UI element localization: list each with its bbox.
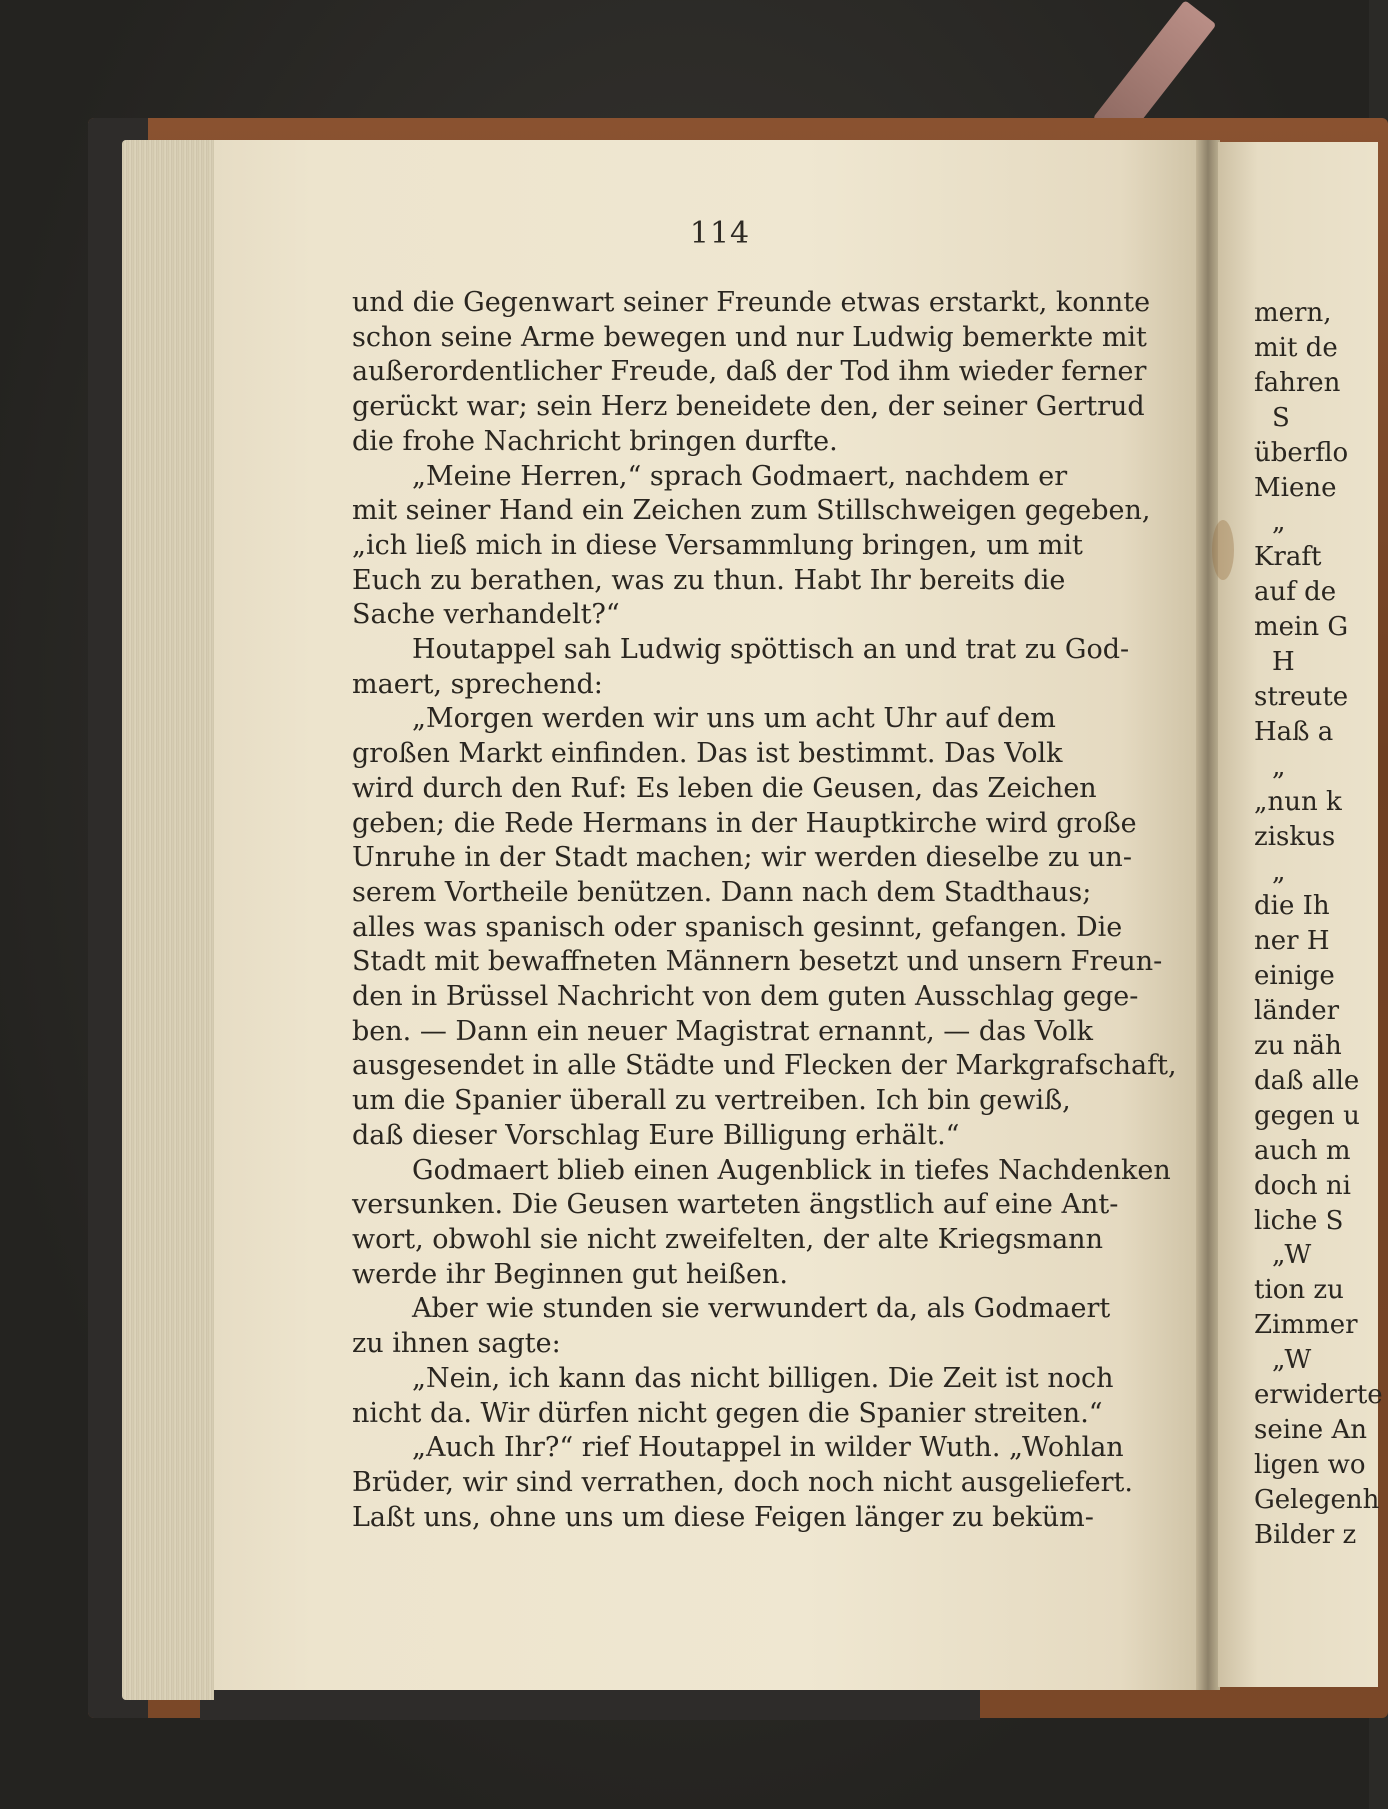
text-line: mit de <box>1254 332 1338 363</box>
text-line: Godmaert blieb einen Augenblick in tiefes Nachdenken <box>412 1154 1171 1186</box>
text-line: zu näh <box>1254 1031 1342 1062</box>
page-number: 114 <box>689 216 751 251</box>
text-line: Haß a <box>1254 716 1334 747</box>
text-line: ner H <box>1254 926 1330 957</box>
text-line: ben. — Dann ein neuer Magistrat ernannt, — das Volk <box>352 1015 1093 1047</box>
text-line: „ <box>1272 751 1286 782</box>
text-line: Euch zu berathen, was zu thun. Habt Ihr bereits die <box>352 564 1066 596</box>
text-line: „ <box>1272 507 1286 538</box>
text-line: Aber wie stunden sie verwundert da, als Godmaert <box>412 1293 1111 1325</box>
text-line: erwiderte <box>1254 1380 1383 1411</box>
text-line: schon seine Arme bewegen und nur Ludwig bemerkte mit <box>352 321 1147 353</box>
text-line: „Meine Herren,“ sprach Godmaert, nachdem er <box>412 460 1068 492</box>
text-line: „Nein, ich kann das nicht billigen. Die Zeit ist noch <box>412 1362 1114 1394</box>
text-line: Miene <box>1254 472 1337 503</box>
text-line: nicht da. Wir dürfen nicht gegen die Spanier streiten.“ <box>352 1397 1103 1429</box>
text-line: „Morgen werden wir uns um acht Uhr auf dem <box>412 703 1056 735</box>
text-line: länder <box>1254 996 1340 1027</box>
text-line: serem Vortheile benützen. Dann nach dem Stadthaus; <box>352 876 1092 908</box>
text-line: wort, obwohl sie nicht zweifelten, der alte Kriegsmann <box>352 1223 1103 1255</box>
book-gutter <box>1196 140 1220 1690</box>
text-line: mern, <box>1254 298 1332 328</box>
text-line: außerordentlicher Freude, daß der Tod ihm wieder ferner <box>352 356 1147 388</box>
text-line: großen Markt einfinden. Das ist bestimmt. Das Volk <box>352 738 1063 770</box>
text-line: Bilder z <box>1254 1519 1357 1550</box>
text-line: ziskus <box>1254 821 1336 852</box>
text-line: „Auch Ihr?“ rief Houtappel in wilder Wuth. „Wohlan <box>412 1432 1124 1464</box>
text-line: „ich ließ mich in diese Versammlung bringen, um mit <box>352 529 1083 561</box>
text-line: maert, sprechend: <box>352 668 603 700</box>
text-line: tion zu <box>1254 1275 1344 1306</box>
text-line: wird durch den Ruf: Es leben die Geusen, das Zeichen <box>352 772 1097 804</box>
text-line: die frohe Nachricht bringen durfte. <box>352 425 838 457</box>
text-line: H <box>1272 647 1295 678</box>
text-line: liche S <box>1254 1205 1344 1236</box>
text-line: um die Spanier überall zu vertreiben. Ich bin gewiß, <box>352 1085 1071 1117</box>
text-line: „nun k <box>1254 786 1342 817</box>
text-line: ligen wo <box>1254 1449 1366 1480</box>
text-line: zu ihnen sagte: <box>352 1328 561 1360</box>
text-line: Unruhe in der Stadt machen; wir werden dieselbe zu un- <box>352 842 1132 874</box>
text-line: einige <box>1254 961 1335 992</box>
text-line: versunken. Die Geusen warteten ängstlich auf eine Ant- <box>352 1189 1119 1221</box>
page-block-edges <box>122 140 214 1700</box>
text-line: gerückt war; sein Herz beneidete den, der seiner Gertrud <box>352 391 1145 423</box>
text-line: S <box>1272 402 1290 433</box>
text-line: werde ihr Beginnen gut heißen. <box>352 1258 788 1290</box>
text-line: daß dieser Vorschlag Eure Billigung erhält.“ <box>352 1119 960 1151</box>
text-line: Kraft <box>1254 542 1322 573</box>
text-line: die Ih <box>1254 891 1330 922</box>
text-line: Brüder, wir sind verrathen, doch noch nicht ausgeliefert. <box>352 1466 1133 1498</box>
text-line: den in Brüssel Nachricht von dem guten Ausschlag gege- <box>352 981 1139 1013</box>
text-line: geben; die Rede Hermans in der Hauptkirche wird große <box>352 807 1137 839</box>
text-line: auf de <box>1254 577 1337 608</box>
text-line: daß alle <box>1254 1065 1360 1096</box>
left-page-text <box>352 286 1177 1535</box>
text-line: auch m <box>1254 1135 1351 1166</box>
text-line: seine An <box>1254 1415 1367 1445</box>
text-line: Stadt mit bewaffneten Männern besetzt und unsern Freun- <box>352 946 1163 978</box>
text-line: Houtappel sah Ludwig spöttisch an und trat zu God- <box>412 634 1130 666</box>
text-line: „ <box>1272 856 1286 887</box>
text-line: mit seiner Hand ein Zeichen zum Stillschweigen gegeben, <box>352 495 1151 527</box>
text-line: streute <box>1254 681 1349 712</box>
text-line: mein G <box>1254 612 1349 643</box>
text-line: Zimmer <box>1254 1310 1358 1341</box>
text-line: Sache verhandelt?“ <box>352 599 620 631</box>
text-line: überflo <box>1254 437 1349 468</box>
text-line: und die Gegenwart seiner Freunde etwas erstarkt, konnte <box>352 287 1151 318</box>
text-line: Gelegenh <box>1254 1484 1380 1515</box>
text-line: ausgesendet in alle Städte und Flecken der Markgrafschaft, <box>352 1050 1177 1082</box>
text-line: Laßt uns, ohne uns um diese Feigen länger zu beküm- <box>352 1501 1094 1533</box>
text-line: doch ni <box>1254 1170 1351 1201</box>
page-stain <box>1212 520 1234 580</box>
text-line: „W <box>1272 1345 1312 1376</box>
text-line: gegen u <box>1254 1100 1360 1131</box>
right-page-text <box>1254 296 1383 1553</box>
text-line: fahren <box>1254 367 1341 398</box>
text-line: alles was spanisch oder spanisch gesinnt, gefangen. Die <box>352 911 1123 943</box>
text-line: „W <box>1272 1240 1312 1271</box>
